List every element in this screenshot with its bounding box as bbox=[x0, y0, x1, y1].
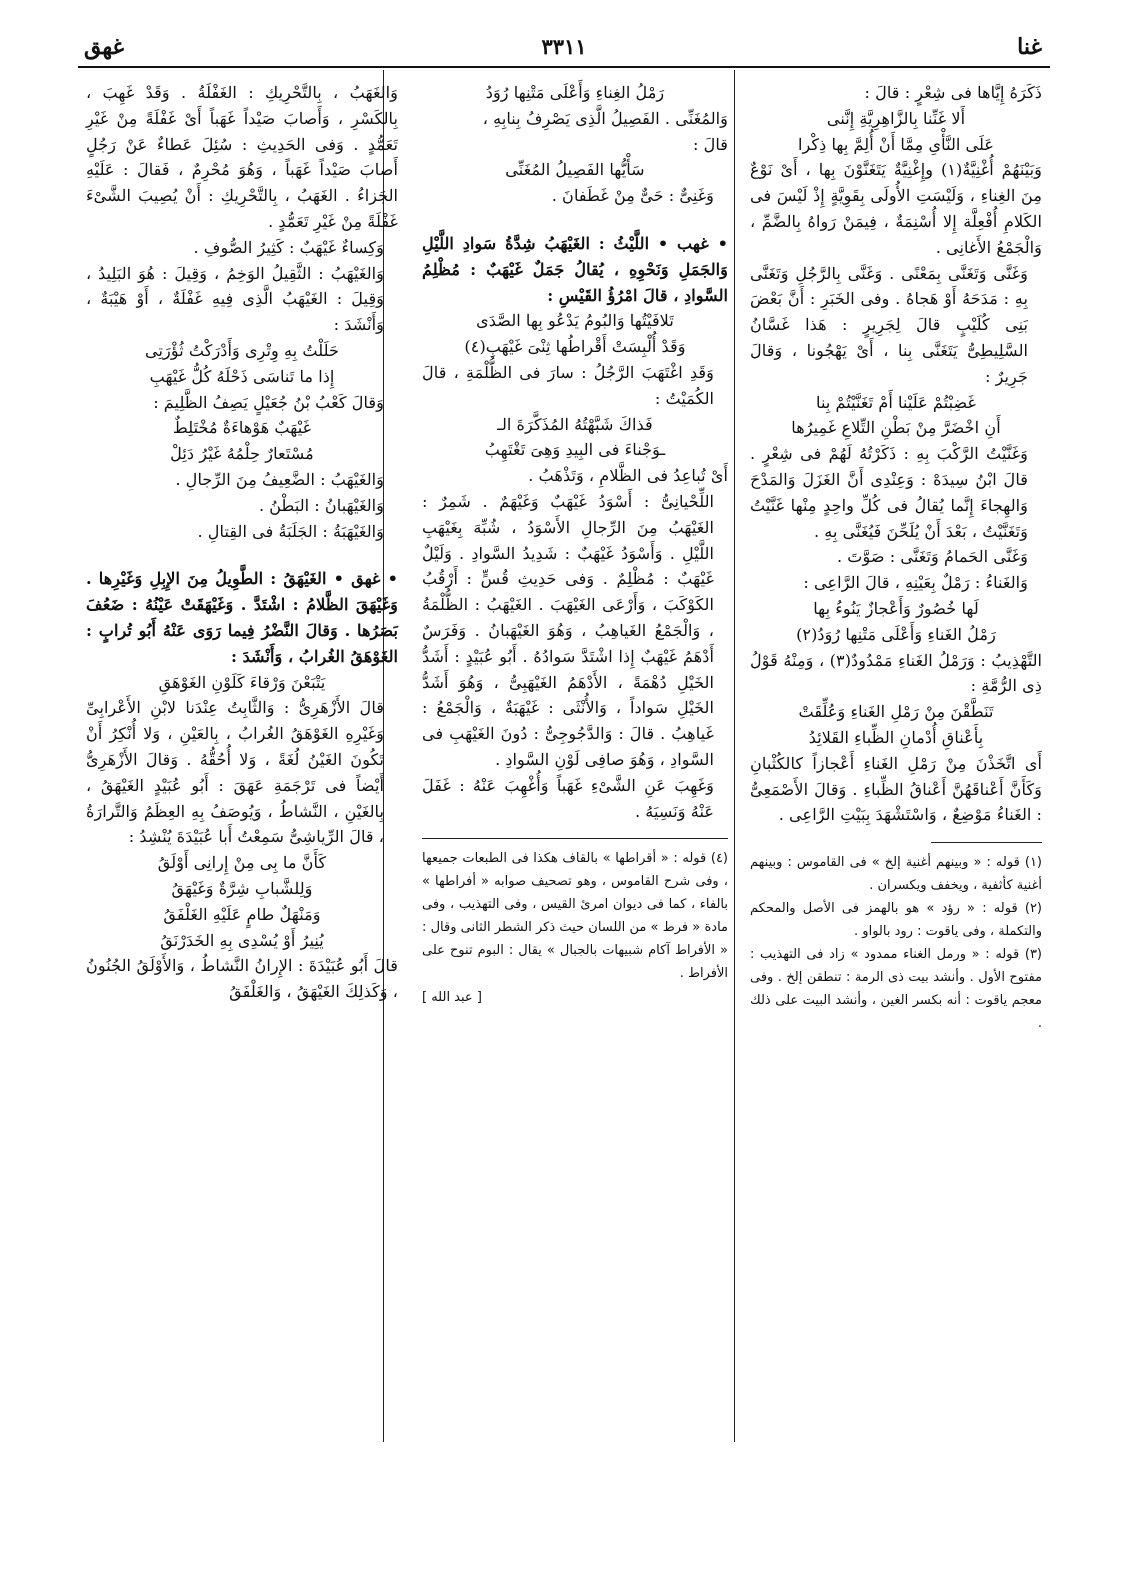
footnote: (٤) قوله : « أقراطها » بالقاف هكذا فى الطبعات جميعها ، وفى شرح القاموس ، وهو تصحيف صوابه « أفراطها » بالفاء ، كما فى ديوان امرئ القيس ، وفى التهذيب ، وفى مادة « فرط » من اللسان حيث ذكر الشطر الثانى وقال : « الأفراط آكام شبيهات بالجبال » يقال : البوم تنوح على الأفراط . bbox=[422, 851, 728, 982]
verse-line: رَمْلُ الغَناءِ وَأَعْلَى مَتْنِها رُوَدُ(٢) bbox=[796, 624, 996, 644]
paragraph: وَالغَيْهَبَةُ : الجَلَبَةُ فى القِتالِ . bbox=[197, 521, 384, 541]
text-line: قالَ : bbox=[692, 134, 728, 154]
paragraph: قالَ الأَزْهَرِىُّ : وَالثَّابِتُ عِنْدَنا لابْنِ الأَعْرابِىِّ وَغَيْرِهِ الغَوْهَقُ الغُرابُ ، بِالعَيْنِ ، وَلا أُنْكِرُ أَنْ تَكُونَ الغَيْنُ لُغَةً ، وَلا أُحُقُّهُ . وَقالَ الأَزْهَرِىُّ أَيْضاً فى تَرْجَمَةِ عَهَقَ : أَبُو عُبَيْدٍ الغَيْهَقُ ، بِالغَيْنِ ، النَّشاطُ ، وَيُوصَفُ بِهِ العِظَمُ وَالتَّرارَةُ ، قالَ الرِّياشِىُّ سَمِعْتُ أَبا عُبَيْدَةَ يُنْشِدُ : bbox=[86, 698, 384, 847]
verse-line: أَلا غَنِّنا بِالزَّاهِرِيَّةِ إِنَّنى bbox=[826, 108, 966, 128]
verse-line: وَمَنْهَلٌ طامٍ عَلَيْهِ الغَلْفَقُ bbox=[163, 904, 321, 924]
page-number: ٣٣١١ bbox=[541, 34, 587, 59]
paragraph: وَالغَناءُ : رَمْلٌ بِعَيْنِهِ ، قالَ الرَّاعِى : bbox=[803, 573, 1028, 593]
paragraph: وَبَيْنَهُمْ أُغْنِيَّةٌ(١) وإِغْنِيَّةٌ يَتَغَنَّوْنَ بِها ، أَىْ نَوْعٌ مِنَ الغِناءِ ، وَلَيْسَتِ الأُولَى بِقَوِيَّةٍ إِذْ لَيْسَ فى الكَلامِ أُفْعِلَّة إِلا أُسْنِمَةٌ ، فِيمَنْ رَواهُ بِالضَّمِّ ، وَالْجَمْعُ الأَغانِى . bbox=[750, 160, 1042, 257]
verse-line: يَتْبَعْنَ وَرْقاءَ كَلَوْنِ الغَوْهَقِ bbox=[158, 672, 326, 692]
paragraph: وَالغَيْهَبُ : الثَّقِيلُ الوَخِمُ ، وَقِيلَ : هُوَ البَلِيدُ ، وَقِيلَ : الغَيْهَبُ الَّذِى فِيهِ غَفْلَةٌ ، أَوْ هَيْبَةٌ ، وَأَنْشَدَ : bbox=[86, 263, 384, 335]
paragraph: وَغَنَّى وَتَغَنَّى بِمَعْنًى . وَغَنَّى بِالرَّجُلِ وَتَغَنَّى بِهِ : مَدَحَهُ أَوْ هَجاهُ . وفى الخَبَرِ : أَنَّ بَعْضَ بَنِى كُلَيْبٍ قالَ لِجَرِيرٍ : هَذا غَسَّانُ السَّلِيطِىُّ يَتَغَنَّى بِنا ، أَىْ يَهْجُونا ، وَقالَ جَرِيرٌ : bbox=[750, 263, 1028, 386]
verse-line: ـوَجْناءَ فى البِيدِ وَهِىَ تَغْتَهِبُ bbox=[484, 440, 666, 460]
paragraph: وَقالَ كَعْبُ بْنُ جُعَيْلٍ يَصِفُ الظَّلِيمَ : bbox=[153, 392, 384, 412]
paragraph: وَالمُغَنِّى . الفَصِيلُ الَّذِى يَصْرِفُ بِنابِهِ ، bbox=[482, 108, 728, 128]
paragraph: قالَ أَبُو عُبَيْدَةَ : الإِرانُ النَّشاطُ ، وَالأَوْلَقُ الجُنُونُ ، وَكَذلِكَ الغَيْهَقُ ، وَالغَلْفَقُ bbox=[86, 956, 398, 1002]
paragraph: وَغَهِبَ عَنِ الشَّىْءِ غَهَباً وَأُغْهِبَ عَنْهُ : غَفَلَ عَنْهُ وَنَسِيَهُ . bbox=[422, 775, 714, 821]
text-line: ذَكَرَهُ إِيَّاها فى شِعْرٍ : قالَ : bbox=[864, 83, 1042, 102]
paragraph: وَقَدِ اغْتَهَبَ الرَّجُلُ : سارَ فى الظُّلْمَةِ ، قالَ الكُمَيْتُ : bbox=[422, 362, 714, 408]
verse-line: لَها خُصُورٌ وَأَعْجازٌ يَنُوءُ بِها bbox=[813, 598, 979, 618]
verse-line: سَأْيُّها الفَصِيلُ المُغَنِّى bbox=[505, 160, 645, 180]
verse-line: تَلافَيْتُها وَالبُومُ يَدْعُو بِها الصَّدَى bbox=[476, 311, 674, 331]
paragraph: وَغَنَّيْتُ الرَّكْبَ بِهِ : ذَكَرْتُهُ لَهُمْ فى شِعْرٍ . قالَ ابْنُ سِيدَهْ : وَعِنْدِى أَنَّ الغَزَلَ وَالمَدْحَ وَالهِجاءَ إِنَّما يُقالُ فى كُلِّ واحِدٍ مِنْها غَنَّيْتُ وَتَغَنَّيْتُ ، بَعْدَ أَنْ يُلَحِّنَ فَيُغَنَّى بِهِ . bbox=[750, 444, 1028, 541]
verse-line: فَذاكَ شَبَّهْتُهُ المُذَكَّرَةَ الـ bbox=[497, 414, 653, 434]
footnote: (١) قوله : « وبينهم أغنية إلخ » فى القاموس : وبينهم أغنية كأثفية ، ويخفف ويكسران . bbox=[750, 855, 1042, 894]
paragraph: أَىْ تُباعِدُ فى الظَّلامِ ، وَتَذْهَبُ . bbox=[528, 466, 728, 486]
paragraph: وَالغَيْهَبانُ : البَطْنُ . bbox=[258, 495, 384, 515]
verse-line: كَأَنَّ ما بِى مِنْ إِرانِى أَوْلَقُ bbox=[157, 853, 327, 873]
paragraph: أَى اتَّخَذْنَ مِنْ رَمْلِ الغَناءِ أَعْجازاً كالكُثْبانِ وَكَأَنَّ أَعْناقَهُنَّ أَعْناقُ الظِّباءِ . وَقالَ الأَصْمَعِىُّ : الغَناءُ مَوْضِعٌ ، وَاسْتَشْهَدَ بِبَيْتِ الرَّاعِى . bbox=[750, 753, 1042, 825]
verse-line: غَضِبْتُمْ عَلَيْنا أَمْ تَغَنَّيْتُمْ بِنا bbox=[816, 392, 976, 412]
header-rule bbox=[78, 66, 1050, 68]
paragraph: التَّهْذِيبُ : وَرَمْلُ الغَناءِ مَمْدُودٌ(٣) ، وَمِنْهُ قَوْلُ ذِى الرُّمَّةِ : bbox=[750, 650, 1043, 696]
column-right bbox=[750, 80, 1042, 1035]
verse-line: تَنَطَّقْنَ مِنْ رَمْلِ الغَناءِ وَعُلِّقَتْ bbox=[798, 702, 994, 722]
paragraph: وَالغَيْهَبُ : الضَّعِيفُ مِنَ الرِّجالِ . bbox=[175, 469, 384, 489]
verse-line: غَيْهَبٌ هَوْهاءَةٌ مُخْتَلِطٌ bbox=[172, 418, 312, 438]
footnote: (٣) قوله : « ورمل الغناء ممدود » زاد فى التهذيب : مفتوح الأول . وأنشد بيت ذى الرمة : تنطقن إلخ . وفى معجم ياقوت : أنه بكسر الغين ، وأنشد البيت على ذلك . bbox=[750, 947, 1042, 1032]
paragraph: وَغَنَّى الحَمامُ وَتَغَنَّى : صَوَّتَ . bbox=[836, 547, 1028, 567]
verse-line: إِذا ما تَناسَى ذَحْلَهُ كُلُّ غَيْهَبِ bbox=[149, 366, 335, 386]
paragraph: اللِّحْيانِىُّ : أَسْوَدُ غَيْهَبٌ وَغَيْهَمٌ . شَمِرٌ : الغَيْهَبُ مِنَ الرِّجالِ الأَسْوَدُ ، شُبِّهَ بِغَيْهَبِ اللَّيْلِ . وَأَسْوَدُ غَيْهَبٌ : شَدِيدُ السَّوادِ . وَلَيْلٌ غَيْهَبٌ : مُظْلِمٌ . وَفى حَدِيثِ قُسٍّ : أَرْقُبُ الكَوْكَبَ ، وَأَرْعَى الغَيْهَبَ . الغَيْهَبُ : الظُّلْمَةُ ، وَالْجَمْعُ الغَياهِبُ ، وَهُوَ الغَيْهَبانُ . وَفَرَسٌ أَدْهَمُ غَيْهَبٌ إِذا اشْتَدَّ سَوادُهُ . أَبُو عُبَيْدٍ : أَشَدُّ الخَيْلِ دُهْمَةً ، الأَدْهَمُ الغَيْهَبِىُّ ، وَهُوَ أَشَدُّ الخَيْلِ سَواداً ، وَالأُنْثَى : غَيْهَبَةٌ ، وَالْجَمْعُ : غَياهِبُ . قالَ : وَالدَّجُوجِىُّ : دُونَ الغَيْهَبِ فى السَّوادِ ، وَهُوَ صافِى لَوْنِ السَّوادِ . bbox=[422, 491, 714, 769]
entry-heading-ghhb: • غهب • اللَّيْثُ : الغَيْهَبُ شِدَّةُ سَوادِ اللَّيْلِ وَالجَمَلِ وَنَحْوِهِ ، يُقالُ جَمَلٌ غَيْهَبٌ : مُظْلِمُ السَّوادِ ، قالَ امْرُؤُ القَيْسِ : bbox=[422, 233, 728, 305]
verse-line: رَمْلُ الغِناءِ وَأَعْلَى مَتْنِها رُوَدُ bbox=[485, 83, 665, 102]
verse-line: وَلِلشَّبابِ شِرَّةٌ وَغَيْهَقُ bbox=[171, 878, 313, 898]
entry-heading-ghhq: • غهق • الغَيْهَقُ : الطَّوِيلُ مِنَ الإِبِلِ وَغَيْرِها . وَغَيْهَقَ الظَّلامُ : اشْتَدَّ . وَغَيْهَقَتْ عَيْنُهُ : ضَعُفَ بَصَرُها . وَقالَ النَّضْرُ فِيما رَوَى عَنْهُ أَبُو تُرابٍ : الغَوْهَقُ الغُرابُ ، وَأَنْشَدَ : bbox=[86, 569, 398, 666]
verse-line: مُسْتَعارٌ حِلْمُهُ غَيْرُ دَئِلْ bbox=[170, 444, 314, 464]
paragraph: وَغَنِىٌّ : حَىٌّ مِنْ غَطَفانَ . bbox=[551, 186, 714, 206]
verse-line: حَلَلْتُ بِهِ وِتْرِى وَأَدْرَكْتُ ثُؤْرَتِى bbox=[145, 340, 339, 360]
footnote-rule bbox=[931, 842, 1042, 843]
header-root-word: غنا bbox=[1017, 34, 1042, 60]
verse-line: أَنِ اخْضَرَّ مِنْ بَطْنِ التِّلاعِ غَمِيرُها bbox=[791, 418, 1001, 438]
paragraph: وَكِساءٌ غَيْهَبٌ : كَثِيرُ الصُّوفِ . bbox=[193, 237, 384, 257]
verse-line: يُنِيرُ أَوْ يُسْدِى بِهِ الخَدَرْنَقُ bbox=[160, 930, 324, 950]
footnote: (٢) قوله : « رؤد » هو بالهمز فى الأصل والمحكم والتكملة ، وفى ياقوت : رود بالواو . bbox=[750, 901, 1042, 940]
editor-signature: [ عبد الله ] bbox=[422, 990, 482, 1006]
verse-line: وَقَدْ أُلْبِسَتْ أَقْراطُها ثِنْىَ غَيْهَبِ(٤) bbox=[464, 337, 686, 357]
header-last-word: غهق bbox=[84, 34, 124, 60]
paragraph: وَالغَهَبُ ، بِالتَّحْرِيكِ : الغَفْلَةُ . وَقَدْ غَهِبَ ، بِالكَسْرِ ، وَأَصابَ صَيْداً غَهَباً أَىْ غَفْلَةً مِنْ غَيْرِ تَعَمُّدٍ . وَفى الحَدِيثِ : سُئِلَ عَطاءٌ عَنْ رَجُلٍ أَصابَ صَيْداً غَهَباً ، وَهُوَ مُحْرِمٌ ، فَقالَ : عَلَيْهِ الجَزاءُ . الغَهَبُ ، بِالتَّحْرِيكِ : أَنْ يُصِيبَ الشَّىْءَ غَفْلَةً مِنْ غَيْرِ تَعَمُّدٍ . bbox=[86, 83, 398, 231]
column-left bbox=[86, 80, 398, 1005]
column-divider bbox=[734, 70, 735, 1442]
column-middle bbox=[422, 80, 728, 1011]
footnote-rule bbox=[422, 838, 728, 839]
spacer bbox=[86, 544, 398, 566]
spacer bbox=[422, 209, 728, 231]
verse-line: عَلَى النَّأْىِ مِمَّا أَنْ أُلِمَّ بِها ذِكْرا bbox=[797, 134, 995, 154]
verse-line: بِأَعْناقِ أُدْمانِ الظِّباءِ القَلائِدُ bbox=[808, 727, 984, 747]
